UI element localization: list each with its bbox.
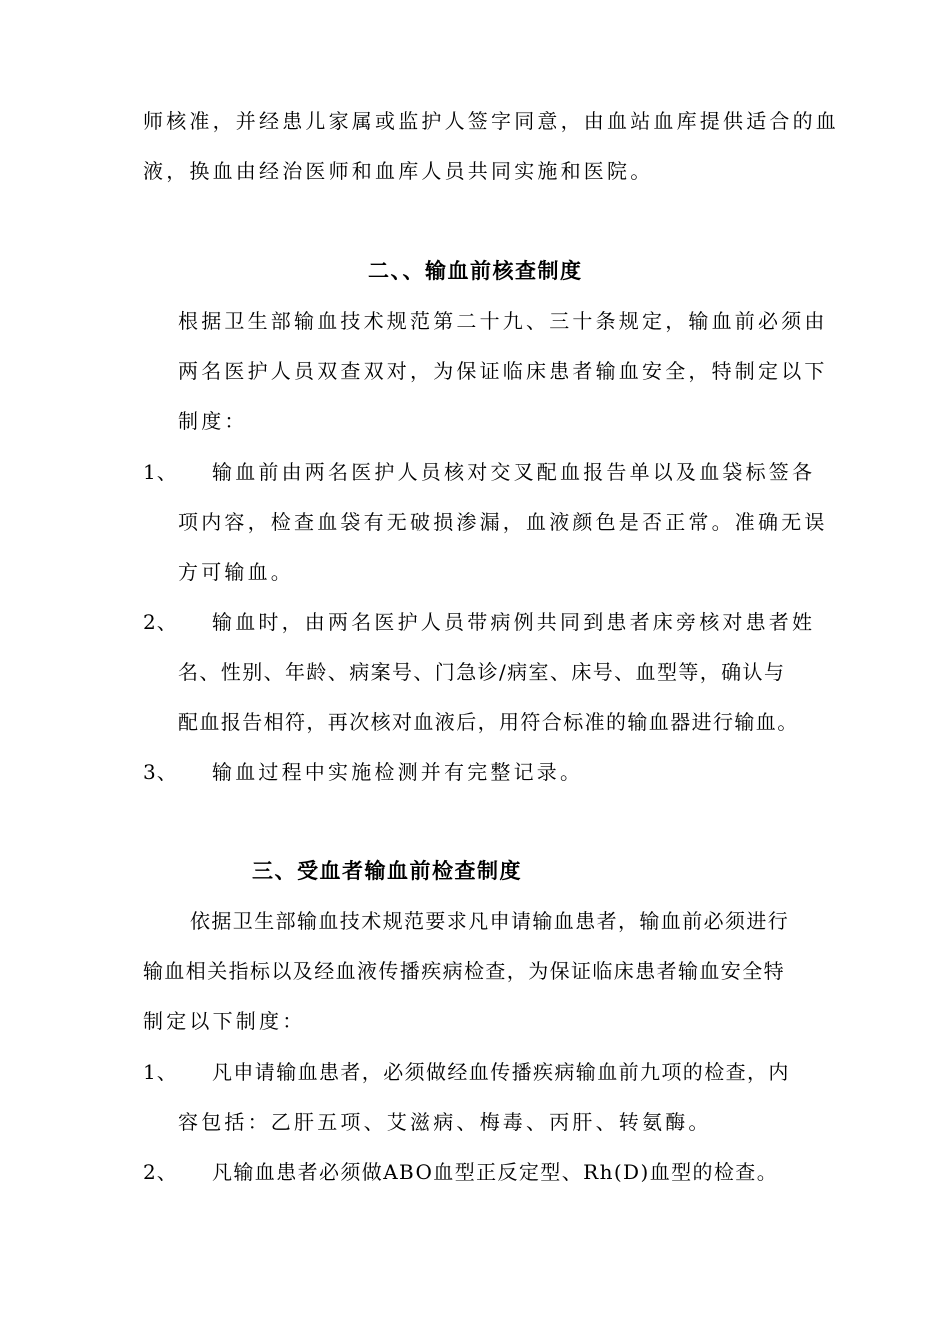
intro-line: 液，换血由经治医师和血库人员共同实施和医院。 (143, 159, 654, 183)
list-item-line: 名、性别、年龄、病案号、门急诊/病室、床号、血型等，确认与 (178, 660, 786, 684)
list-item-number: 2、 (143, 610, 178, 634)
section-3-title: 三、受血者输血前检查制度 (252, 858, 522, 883)
list-item-line: 配血报告相符，再次核对血液后，用符合标准的输血器进行输血。 (178, 710, 799, 734)
section-3-paragraph-line: 输血相关指标以及经血液传播疾病检查，为保证临床患者输血安全特 (143, 959, 785, 983)
list-item-number: 1、 (143, 460, 178, 484)
list-item-number: 3、 (143, 760, 178, 784)
section-2-title: 二、、输血前核查制度 (368, 258, 583, 283)
intro-line: 师核准，并经患儿家属或监护人签字同意，由血站血库提供适合的血 (143, 109, 839, 133)
section-3-paragraph-line: 依据卫生部输血技术规范要求凡申请输血患者，输血前必须进行 (190, 909, 790, 933)
list-item-number: 2、 (143, 1160, 178, 1184)
list-item-line: 方可输血。 (178, 560, 294, 584)
list-item-line: 容包括：乙肝五项、艾滋病、梅毒、丙肝、转氨酶。 (178, 1110, 712, 1134)
list-item-line: 输血过程中实施检测并有完整记录。 (212, 760, 584, 784)
section-2-paragraph-line: 两名医护人员双查双对，为保证临床患者输血安全，特制定以下 (178, 359, 828, 383)
list-item-number: 1、 (143, 1060, 178, 1084)
list-item-line: 凡申请输血患者，必须做经血传播疾病输血前九项的检查，内 (212, 1060, 790, 1084)
list-item-line: 输血时，由两名医护人员带病例共同到患者床旁核对患者姓 (212, 610, 816, 634)
list-item-line: 凡输血患者必须做ABO血型正反定型、Rh(D)血型的检查。 (212, 1160, 779, 1184)
section-2-paragraph-line: 根据卫生部输血技术规范第二十九、三十条规定，输血前必须由 (178, 309, 828, 333)
section-2-paragraph-line: 制度： (178, 409, 248, 433)
list-item-line: 项内容，检查血袋有无破损渗漏，血液颜色是否正常。准确无误 (178, 510, 828, 534)
list-item-line: 输血前由两名医护人员核对交叉配血报告单以及血袋标签各 (212, 460, 816, 484)
section-3-paragraph-line: 制定以下制度： (143, 1009, 306, 1033)
